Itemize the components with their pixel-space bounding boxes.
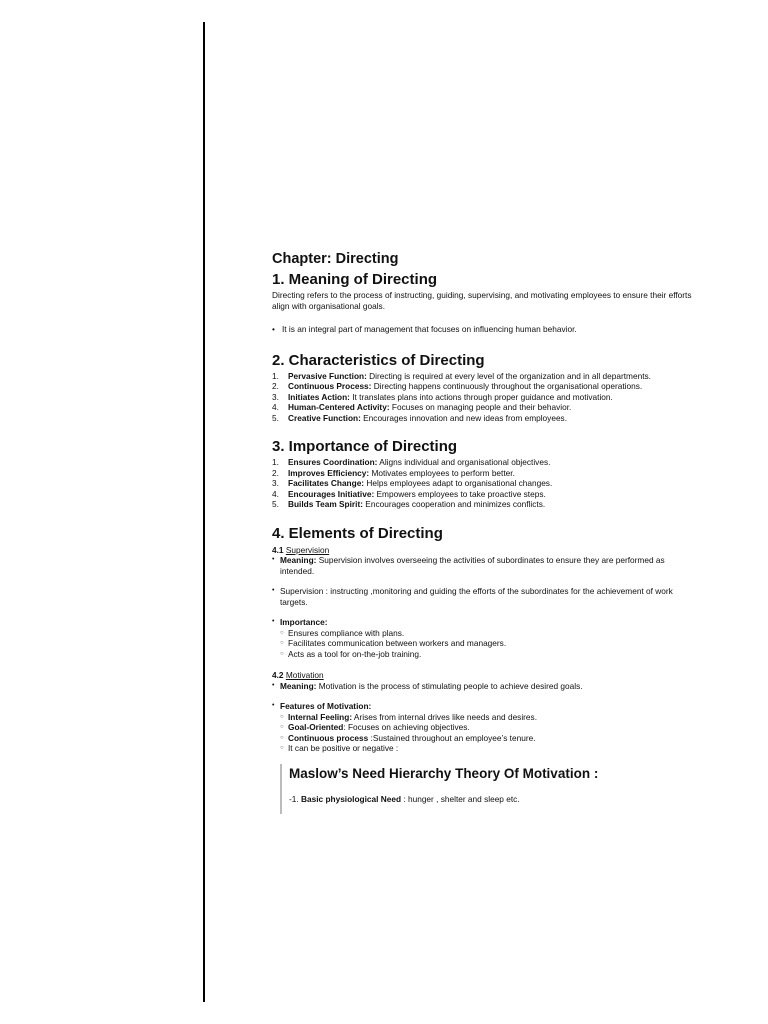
callout-title: Maslow’s Need Hierarchy Theory Of Motivation : [289, 765, 599, 781]
section-elements-title: 4. Elements of Directing [272, 524, 443, 542]
maslow-callout [280, 764, 692, 815]
list-item [272, 392, 692, 403]
motivation-list [272, 681, 692, 754]
supervision-list [272, 555, 692, 659]
item-number: 4. [272, 488, 279, 499]
item-text: : Focuses on achieving objectives. [343, 722, 470, 732]
item-term: Ensures Coordination: [288, 457, 378, 467]
item-term: Internal Feeling: [288, 711, 353, 722]
circle-bullet-icon: ○ [280, 734, 284, 741]
item-term: Meaning: [280, 555, 317, 565]
item-text: Arises from internal drives like needs and desires. [352, 711, 537, 722]
page-margin-rule [203, 22, 205, 1002]
subsection-number: 4.2 [272, 670, 286, 680]
list-item [280, 743, 692, 754]
circle-bullet-icon: ○ [280, 640, 284, 646]
item-term: Facilitates Change: [288, 478, 365, 488]
item-term: Meaning: [280, 680, 317, 691]
list-item [272, 457, 692, 468]
list-item [280, 712, 692, 723]
item-term: Human-Centered Activity: [288, 402, 390, 412]
document-body [272, 251, 692, 814]
item-number: 3. [272, 391, 279, 402]
item-text: Ensures compliance with plans. [288, 627, 405, 638]
item-text: Directing is required at every level of the organization and in all departments. [366, 370, 651, 381]
item-term: Continuous Process: [288, 381, 372, 391]
subsection-name: Motivation [285, 670, 324, 680]
item-term: Initiates Action: [288, 391, 350, 402]
item-term: Pervasive Function: [288, 370, 367, 381]
item-term: Goal-Oriented [288, 722, 344, 732]
item-term: Builds Team Spirit: [288, 499, 363, 509]
item-text: Motivation is the process of stimulating people to achieve desired goals. [316, 680, 583, 691]
item-text: Acts as a tool for on-the-job training. [288, 648, 422, 659]
supervision-heading [272, 545, 692, 556]
circle-bullet-icon: ○ [280, 629, 284, 636]
item-text: Focuses on managing people and their behavior. [389, 402, 572, 412]
list-item [272, 402, 692, 413]
list-item [272, 701, 692, 754]
bullet-icon: • [272, 618, 275, 625]
list-item [272, 413, 692, 424]
item-text: Facilitates communication between workers and managers. [288, 638, 507, 648]
list-item [272, 681, 692, 692]
callout-prefix: -1. [289, 793, 301, 804]
features-sublist [280, 712, 692, 754]
list-item [272, 499, 692, 510]
bullet-icon: • [272, 587, 275, 594]
item-text: Encourages cooperation and minimizes conflicts. [363, 499, 546, 509]
item-number: 3. [272, 478, 279, 488]
bullet-icon: • [272, 556, 275, 563]
list-item [280, 638, 692, 649]
list-item [272, 381, 692, 392]
bullet-icon: • [272, 702, 275, 709]
item-number: 1. [272, 370, 279, 381]
item-text: Encourages innovation and new ideas from employees. [360, 412, 568, 423]
bullet-icon: • [272, 324, 275, 334]
subsection-name: Supervision [285, 544, 330, 555]
list-item [280, 649, 692, 660]
list-item [272, 468, 692, 479]
item-text: Supervision : instructing ,monitoring and guiding the efforts of the subordinates for the achievement of work targets. [280, 586, 673, 607]
list-item [272, 555, 692, 576]
meaning-bullet-text: It is an integral part of management that focuses on influencing human behavior. [282, 324, 577, 334]
item-term: Creative Function: [288, 412, 361, 423]
meaning-paragraph: Directing refers to the process of instructing, guiding, supervising, and motivating employees to ensure their efforts align with organisational goals. [272, 290, 692, 311]
item-term: Improves Efficiency: [288, 467, 370, 478]
section-characteristics-title: 2. Characteristics of Directing [272, 351, 485, 369]
list-item [272, 617, 692, 659]
item-text: Helps employees adapt to organisational changes. [364, 478, 553, 488]
item-text: Motivates employees to perform better. [369, 467, 515, 478]
item-text: :Sustained throughout an employee’s tenure. [368, 732, 536, 743]
item-text: Directing happens continuously throughout the organisational operations. [371, 381, 643, 391]
meaning-bullet [272, 324, 692, 335]
importance-list [272, 457, 692, 510]
list-item [272, 371, 692, 382]
list-item [272, 586, 692, 607]
callout-text [289, 794, 692, 805]
list-item [280, 722, 692, 733]
item-text: Empowers employees to take proactive steps. [374, 488, 546, 499]
characteristics-list [272, 371, 692, 424]
motivation-heading [272, 670, 692, 681]
item-term: Continuous process [288, 732, 369, 743]
importance-sublist [280, 628, 692, 660]
item-number: 2. [272, 381, 279, 391]
item-term: Importance: [280, 617, 328, 627]
circle-bullet-icon: ○ [280, 713, 284, 720]
item-term: Features of Motivation: [280, 701, 372, 711]
circle-bullet-icon: ○ [280, 650, 284, 657]
item-number: 5. [272, 412, 279, 423]
callout-term: Basic physiological Need [301, 793, 402, 804]
circle-bullet-icon: ○ [280, 745, 284, 751]
list-item [280, 628, 692, 639]
section-meaning-title: 1. Meaning of Directing [272, 271, 438, 288]
chapter-title: Chapter: Directing [272, 251, 399, 267]
item-text: It can be positive or negative : [288, 743, 399, 753]
item-number: 4. [272, 402, 279, 412]
item-number: 2. [272, 467, 279, 478]
item-text: It translates plans into actions through proper guidance and motivation. [349, 391, 613, 402]
circle-bullet-icon: ○ [280, 724, 284, 730]
subsection-number: 4.1 [272, 544, 286, 555]
list-item [280, 733, 692, 744]
list-item [272, 489, 692, 500]
bullet-icon: • [272, 681, 275, 689]
callout-detail: : hunger , shelter and sleep etc. [401, 793, 520, 804]
item-text: Aligns individual and organisational objectives. [377, 457, 551, 467]
list-item [272, 478, 692, 489]
item-number: 1. [272, 457, 279, 467]
item-number: 5. [272, 499, 279, 509]
item-text: Supervision involves overseeing the activities of subordinates to ensure they are performed as intended. [280, 555, 665, 576]
section-importance-title: 3. Importance of Directing [272, 438, 458, 455]
item-term: Encourages Initiative: [288, 488, 375, 499]
